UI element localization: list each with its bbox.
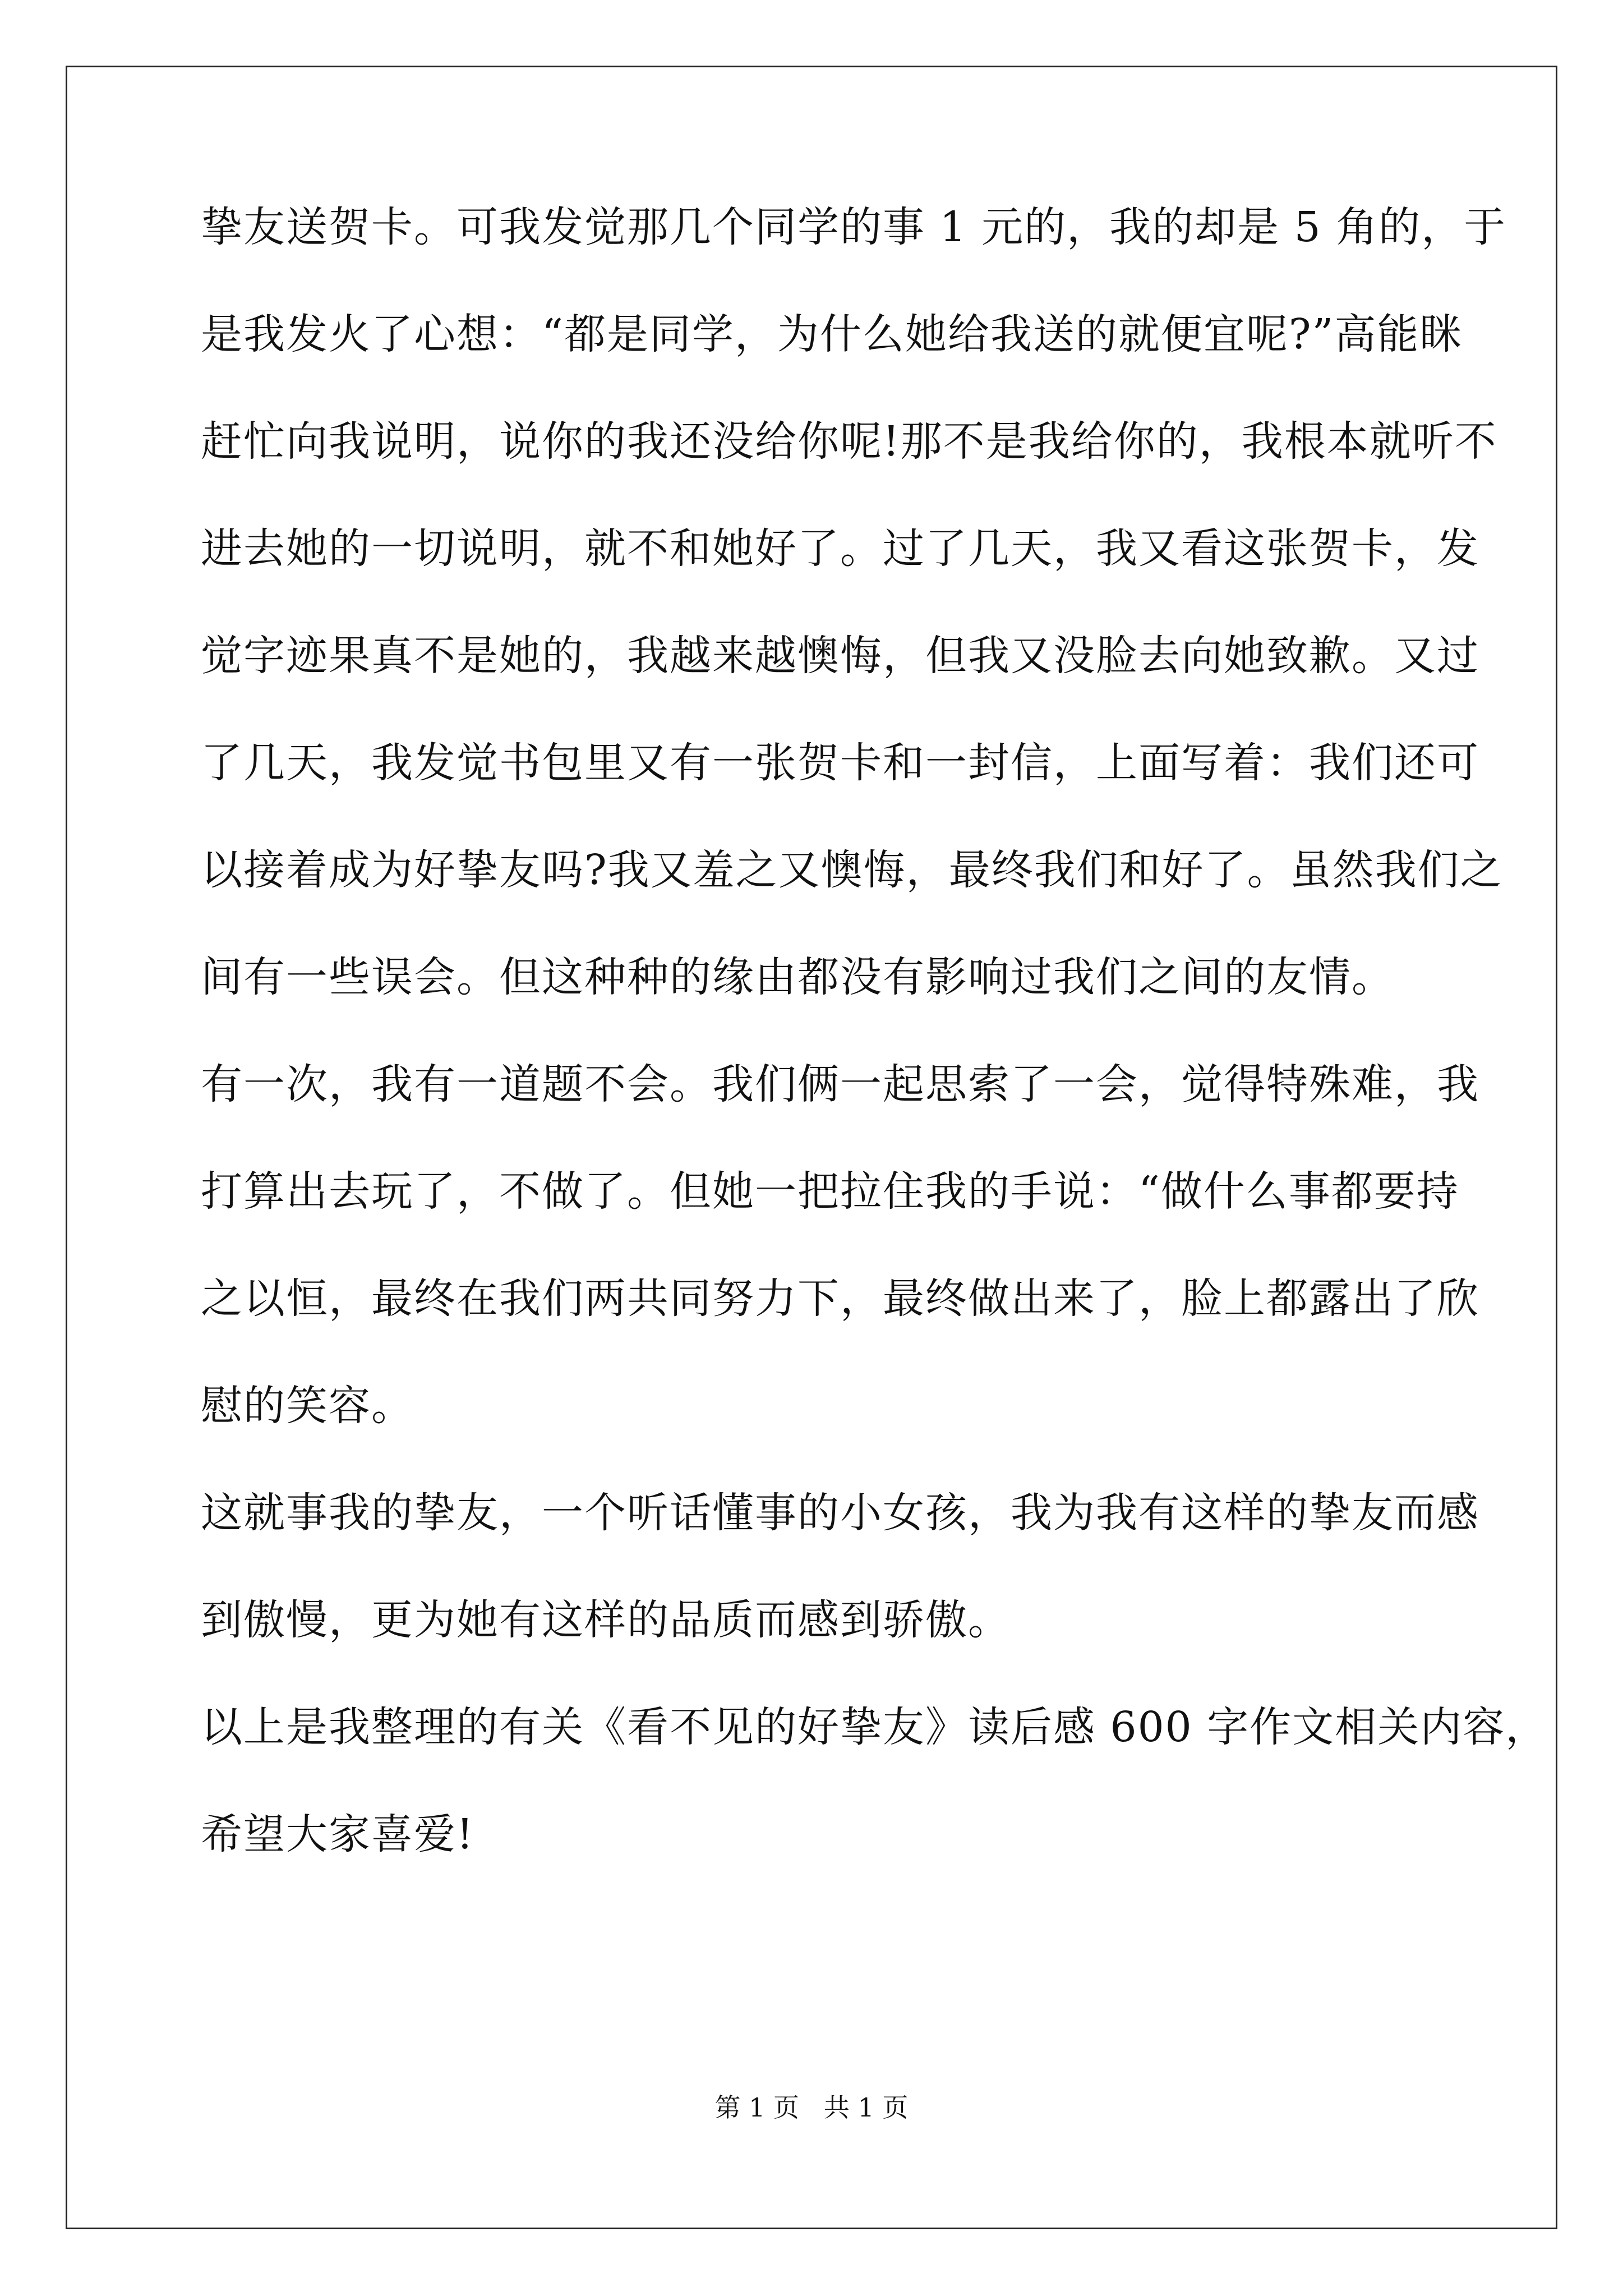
text-line: 进去她的一切说明，就不和她好了。过了几天，我又看这张贺卡，发	[201, 524, 1479, 573]
page-number-footer: 第 1 页 共 1 页	[714, 2092, 909, 2123]
text-line: 打算出去玩了，不做了。但她一把拉住我的手说：“做什么事都要持	[201, 1167, 1459, 1216]
text-line: 希望大家喜爱!	[201, 1810, 474, 1858]
text-line: 间有一些误会。但这种种的缘由都没有影响过我们之间的友情。	[201, 953, 1394, 1001]
text-line: 慰的笑容。	[201, 1382, 414, 1430]
text-line: 之以恒，最终在我们两共同努力下，最终做出来了，脸上都露出了欣	[201, 1274, 1479, 1323]
text-line: 这就事我的挚友，一个听话懂事的小女孩，我为我有这样的挚友而感	[201, 1489, 1479, 1537]
text-line: 以接着成为好挚友吗?我又羞之又懊悔，最终我们和好了。虽然我们之	[201, 846, 1503, 894]
text-line: 以上是我整理的有关《看不见的好挚友》读后感 600 字作文相关内容，	[201, 1703, 1548, 1751]
text-line: 觉字迹果真不是她的，我越来越懊悔，但我又没脸去向她致歉。又过	[201, 632, 1479, 680]
text-line: 是我发火了心想：“都是同学，为什么她给我送的就便宜呢?”高能眯	[201, 310, 1463, 358]
text-line: 有一次，我有一道题不会。我们俩一起思索了一会，觉得特殊难，我	[201, 1060, 1479, 1108]
text-line: 赶忙向我说明，说你的我还没给你呢!那不是我给你的，我根本就听不	[201, 417, 1497, 466]
text-line: 挚友送贺卡。可我发觉那几个同学的事 1 元的，我的却是 5 角的，于	[201, 203, 1507, 251]
text-line: 了几天，我发觉书包里又有一张贺卡和一封信，上面写着：我们还可	[201, 739, 1479, 787]
text-line: 到傲慢，更为她有这样的品质而感到骄傲。	[201, 1596, 1011, 1644]
document-body	[201, 203, 1548, 1921]
